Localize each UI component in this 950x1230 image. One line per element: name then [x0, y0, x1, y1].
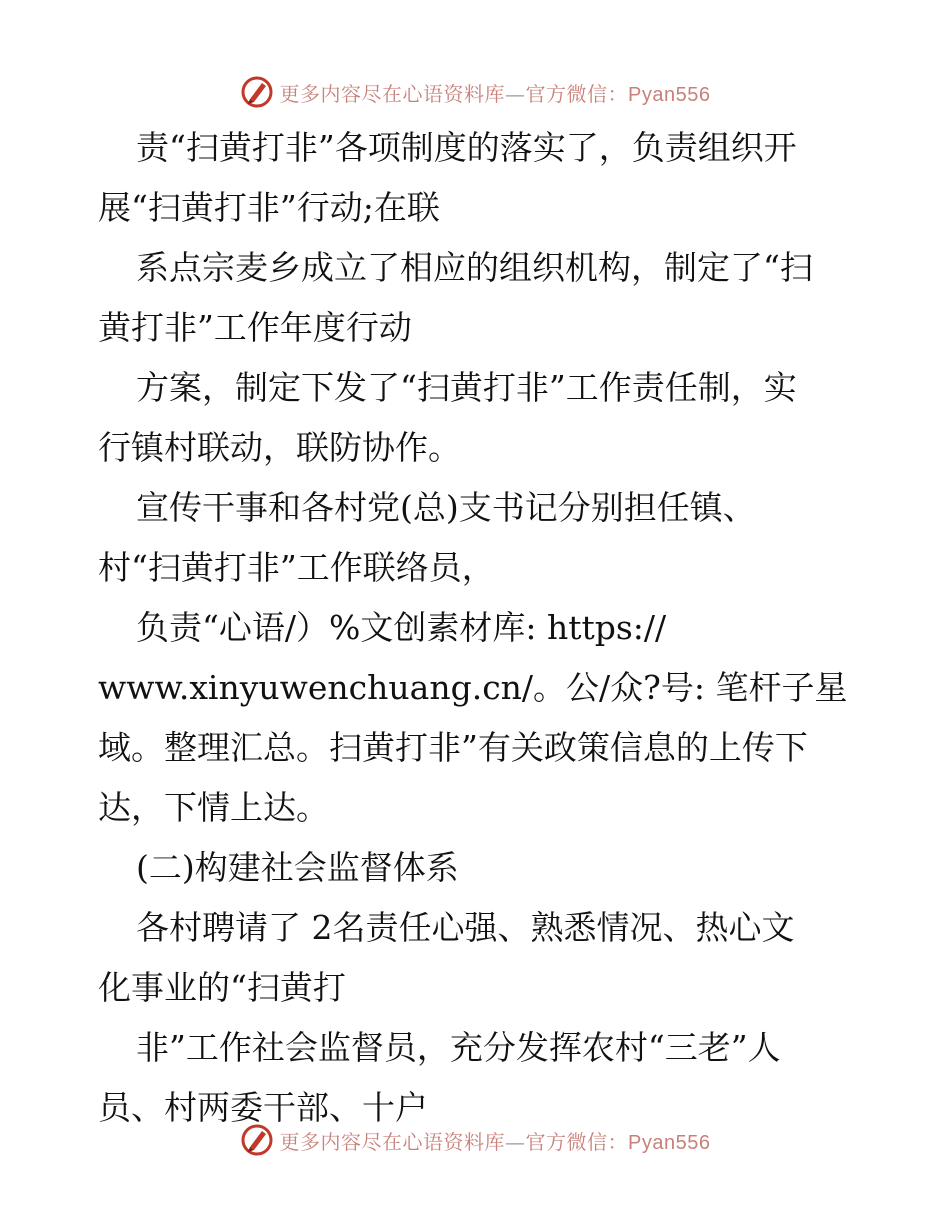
pen-logo-icon: [240, 1123, 274, 1157]
watermark-text: 更多内容尽在心语资料库—官方微信：Pyan556: [279, 81, 711, 106]
text-line: 方案，制定下发了“扫黄打非”工作责任制，实: [136, 368, 797, 407]
pen-logo-icon: [240, 75, 274, 109]
text-line: 宣传干事和各村党(总)支书记分别担任镇、: [136, 488, 756, 527]
text-line: 化事业的“扫黄打: [98, 968, 346, 1007]
header-watermark: [0, 72, 950, 112]
text-line: 黄打非”工作年度行动: [98, 308, 412, 347]
watermark-text: 更多内容尽在心语资料库—官方微信：Pyan556: [279, 1129, 711, 1154]
text-line: 非”工作社会监督员，充分发挥农村“三老”人: [136, 1028, 781, 1067]
text-line: 展“扫黄打非”行动;在联: [98, 188, 440, 227]
text-line: 责“扫黄打非”各项制度的落实了，负责组织开: [136, 128, 797, 167]
text-line: 负责“心语/）%文创素材库: https://: [136, 608, 667, 647]
footer-watermark: [0, 1120, 950, 1160]
text-line: 系点宗麦乡成立了相应的组织机构，制定了“扫: [136, 248, 813, 287]
text-line: 行镇村联动，联防协作。: [98, 428, 461, 467]
document-body: [98, 118, 858, 1138]
text-line: 域。整理汇总。扫黄打非”有关政策信息的上传下: [98, 728, 808, 767]
text-line: www.xinyuwenchuang.cn/。公/众?号: 笔杆子星: [98, 668, 848, 707]
text-line: 各村聘请了 2名责任心强、熟悉情况、热心文: [136, 908, 795, 947]
text-line: 达，下情上达。: [98, 788, 329, 827]
text-line: 村“扫黄打非”工作联络员，: [98, 548, 495, 587]
text-line: 员、村两委干部、十户: [98, 1088, 428, 1127]
text-line: (二)构建社会监督体系: [136, 848, 459, 887]
